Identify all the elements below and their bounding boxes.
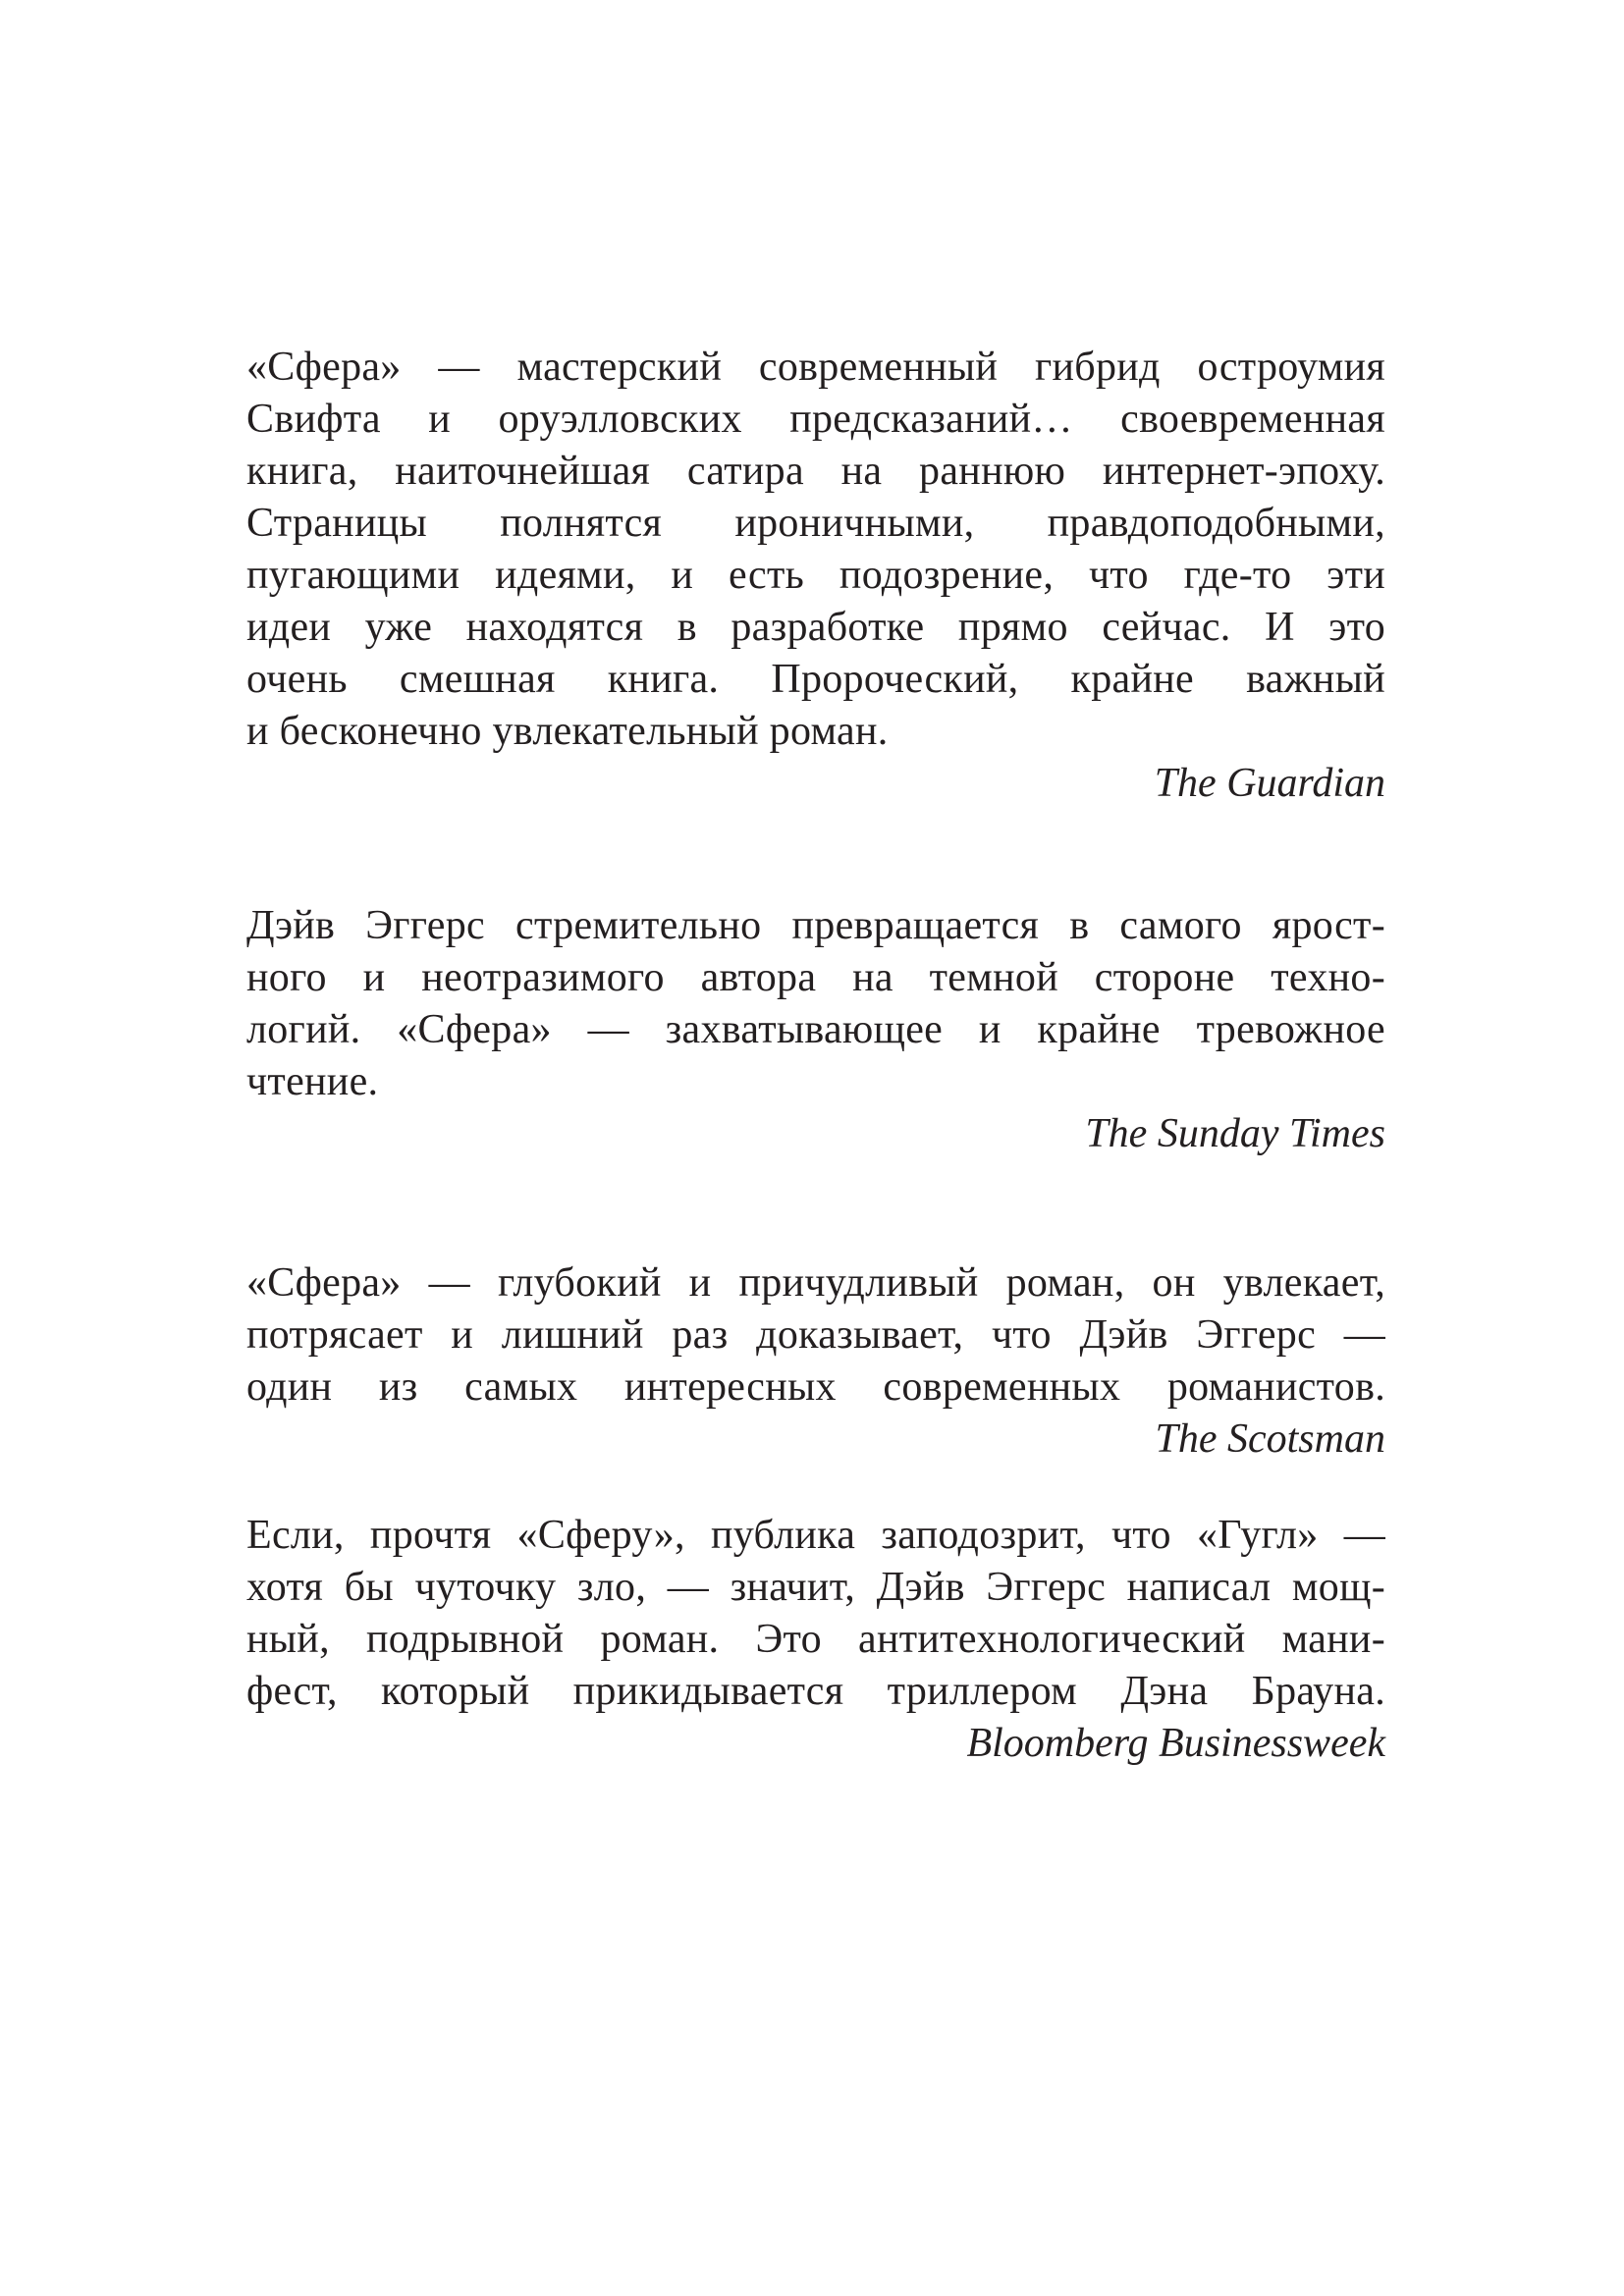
quote-guardian [246,342,1385,810]
quote-line: книга, наиточнейшая сатира на раннюю интернет-эпоху. [246,449,1385,494]
quote-line: «Сфера» — глубокий и причудливый роман, он увлекает, [246,1260,1385,1306]
quote-line: логий. «Сфера» — захватывающее и крайне тревожное [246,1007,1385,1052]
quote-line: фест, который прикидывается триллером Дэна Брауна. [246,1669,1385,1714]
quote-line: чтение. [246,1059,379,1104]
quote-bloomberg [246,1510,1385,1770]
quote-line: идеи уже находятся в разработке прямо сейчас. И это [246,605,1385,650]
quote-line: очень смешная книга. Пророческий, крайне важный [246,657,1385,702]
quote-line: Свифта и оруэлловских предсказаний… своевременная [246,397,1385,442]
quote-source: Bloomberg Businessweek [966,1721,1385,1766]
quote-line: пугающими идеями, и есть подозрение, что где-то эти [246,553,1385,598]
quote-line: Если, прочтя «Сферу», публика заподозрит, что «Гугл» — [246,1513,1385,1558]
quote-line: и бесконечно увлекательный роман. [246,709,889,754]
quote-source: The Sunday Times [1085,1111,1385,1156]
quote-line: Страницы полнятся ироничными, правдоподобными, [246,501,1385,546]
quote-sunday-times [246,900,1385,1160]
quote-line: Дэйв Эггерс стремительно превращается в самого ярост- [246,903,1385,948]
quote-source: The Scotsman [1155,1416,1385,1462]
quote-line: ный, подрывной роман. Это антитехнологический мани- [246,1617,1385,1662]
quote-scotsman [246,1257,1385,1466]
quote-line: хотя бы чуточку зло, — значит, Дэйв Эггерс написал мощ- [246,1565,1385,1610]
quote-line: потрясает и лишний раз доказывает, что Дэйв Эггерс — [246,1312,1385,1358]
quote-line: один из самых интересных современных романистов. [246,1364,1385,1410]
quote-source: The Guardian [1154,761,1385,806]
quote-line: «Сфера» — мастерский современный гибрид остроумия [246,345,1385,390]
quote-line: ного и неотразимого автора на темной стороне техно- [246,955,1385,1000]
